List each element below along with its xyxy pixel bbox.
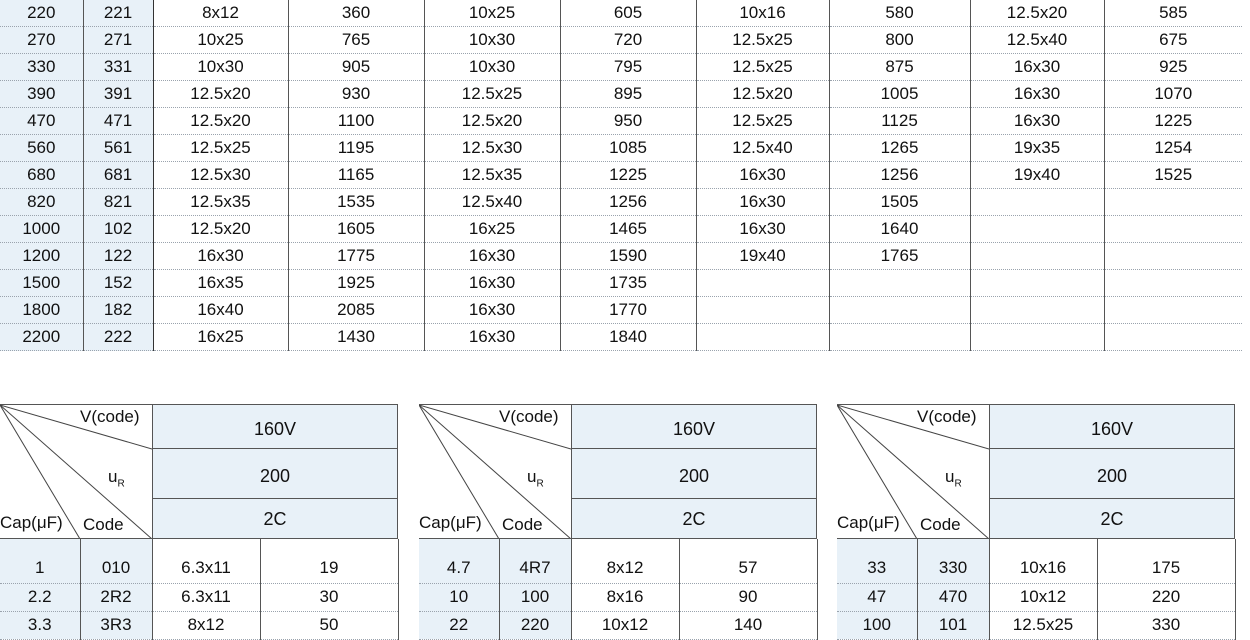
table-cell: 3.3 — [0, 611, 80, 639]
table-row — [0, 189, 1242, 216]
voltage-header: 160V — [989, 405, 1235, 449]
table-header — [837, 404, 1235, 539]
table-cell: 391 — [83, 81, 153, 108]
table-cell: 16x25 — [424, 216, 560, 243]
corner-label-ur: $u_R$ — [108, 467, 125, 490]
table-cell: 765 — [288, 27, 424, 54]
table-body — [0, 539, 399, 640]
table-cell: 12.5x20 — [970, 0, 1104, 27]
table-cell: 895 — [560, 81, 696, 108]
table-cell: 1775 — [288, 243, 424, 270]
table-cell: 16x30 — [424, 243, 560, 270]
table-row — [0, 324, 1242, 351]
table-cell: 10x16 — [696, 0, 829, 27]
capacitor-spec-table-160v-1 — [0, 404, 398, 634]
table-cell: 12.5x40 — [424, 189, 560, 216]
table-row — [837, 539, 1235, 583]
table-cell: 1256 — [829, 162, 970, 189]
table-cell — [829, 297, 970, 324]
table-cell: 33 — [837, 539, 917, 583]
table-cell: 795 — [560, 54, 696, 81]
table-cell: 2200 — [0, 324, 83, 351]
table-cell: 271 — [83, 27, 153, 54]
table-cell: 681 — [83, 162, 153, 189]
table-cell: 222 — [83, 324, 153, 351]
corner-label-vcode: V(code) — [917, 407, 977, 426]
table-row — [0, 54, 1242, 81]
table-cell: 010 — [80, 539, 152, 583]
table-cell: 580 — [829, 0, 970, 27]
table-cell: 16x30 — [424, 324, 560, 351]
table-cell: 12.5x20 — [153, 216, 288, 243]
table-cell: 8x12 — [152, 611, 260, 639]
table-cell: 12.5x35 — [424, 162, 560, 189]
table-cell: 12.5x25 — [696, 27, 829, 54]
table-cell: 1925 — [288, 270, 424, 297]
table-cell: 820 — [0, 189, 83, 216]
corner-label-vcode: V(code) — [499, 407, 559, 426]
table-cell: 950 — [560, 108, 696, 135]
table-cell: 19 — [260, 539, 398, 583]
table-cell: 2R2 — [80, 583, 152, 611]
table-cell: 1840 — [560, 324, 696, 351]
corner-label-ur: $u_R$ — [945, 467, 962, 490]
table-row — [837, 611, 1235, 639]
table-cell — [970, 270, 1104, 297]
table-row — [0, 0, 1242, 27]
corner-label-cap: Cap(μF) — [0, 513, 63, 532]
table-cell: 10x12 — [989, 583, 1097, 611]
table-cell: 1125 — [829, 108, 970, 135]
voltage-code-header: 2C — [571, 499, 817, 539]
table-row — [0, 216, 1242, 243]
table-cell: 605 — [560, 0, 696, 27]
table-cell: 1225 — [1104, 108, 1242, 135]
table-cell: 4R7 — [499, 539, 571, 583]
table-cell: 930 — [288, 81, 424, 108]
table-cell: 19x35 — [970, 135, 1104, 162]
table-cell: 220 — [0, 0, 83, 27]
table-cell: 1590 — [560, 243, 696, 270]
table-row — [0, 539, 398, 583]
table-cell: 470 — [917, 583, 989, 611]
voltage-header: 160V — [152, 405, 398, 449]
table-cell: 12.5x25 — [696, 54, 829, 81]
table-row — [0, 297, 1242, 324]
table-cell: 122 — [83, 243, 153, 270]
table-cell: 10 — [419, 583, 499, 611]
table-cell: 30 — [260, 583, 398, 611]
table-cell: 221 — [83, 0, 153, 27]
corner-label-cap: Cap(μF) — [837, 513, 900, 532]
table-cell: 1465 — [560, 216, 696, 243]
table-cell: 3R3 — [80, 611, 152, 639]
table-cell: 12.5x20 — [153, 108, 288, 135]
table-cell: 19x40 — [970, 162, 1104, 189]
table-cell: 220 — [499, 611, 571, 639]
table-cell: 1265 — [829, 135, 970, 162]
voltage-code-header: 2C — [989, 499, 1235, 539]
table-cell: 47 — [837, 583, 917, 611]
table-cell: 1605 — [288, 216, 424, 243]
table-cell: 16x30 — [424, 270, 560, 297]
table-cell — [1104, 324, 1242, 351]
table-cell: 821 — [83, 189, 153, 216]
corner-label-code: Code — [502, 515, 543, 534]
table-cell: 925 — [1104, 54, 1242, 81]
table-cell: 675 — [1104, 27, 1242, 54]
table-cell: 12.5x30 — [424, 135, 560, 162]
table-cell — [696, 297, 829, 324]
table-cell: 1800 — [0, 297, 83, 324]
voltage-header: 160V — [571, 405, 817, 449]
table-cell: 16x30 — [970, 81, 1104, 108]
table-cell: 720 — [560, 27, 696, 54]
table-cell: 585 — [1104, 0, 1242, 27]
table-cell: 1195 — [288, 135, 424, 162]
table-cell: 471 — [83, 108, 153, 135]
table-header — [0, 404, 398, 539]
table-cell: 100 — [837, 611, 917, 639]
corner-label-code: Code — [920, 515, 961, 534]
table-body — [837, 539, 1236, 640]
table-cell: 1500 — [0, 270, 83, 297]
table-cell: 12.5x30 — [153, 162, 288, 189]
table-cell: 1254 — [1104, 135, 1242, 162]
table-cell: 16x25 — [153, 324, 288, 351]
table-cell — [970, 297, 1104, 324]
table-cell: 140 — [679, 611, 817, 639]
table-cell — [1104, 297, 1242, 324]
table-cell: 1165 — [288, 162, 424, 189]
ur-header: 200 — [989, 449, 1235, 499]
table-row — [0, 81, 1242, 108]
table-cell: 6.3x11 — [152, 539, 260, 583]
table-row — [0, 135, 1242, 162]
table-cell — [970, 243, 1104, 270]
table-cell: 2.2 — [0, 583, 80, 611]
table-cell: 10x30 — [424, 27, 560, 54]
table-cell: 57 — [679, 539, 817, 583]
voltage-code-header: 2C — [152, 499, 398, 539]
capacitor-spec-table-160v-2 — [419, 404, 817, 634]
table-cell — [1104, 189, 1242, 216]
corner-label-code: Code — [83, 515, 124, 534]
table-cell: 1100 — [288, 108, 424, 135]
table-cell: 1005 — [829, 81, 970, 108]
table-cell: 390 — [0, 81, 83, 108]
table-cell: 16x30 — [970, 54, 1104, 81]
table-row — [0, 243, 1242, 270]
table-cell — [1104, 216, 1242, 243]
table-cell: 905 — [288, 54, 424, 81]
ur-header: 200 — [571, 449, 817, 499]
table-cell: 90 — [679, 583, 817, 611]
table-cell — [1104, 270, 1242, 297]
table-cell: 1000 — [0, 216, 83, 243]
table-cell: 10x30 — [153, 54, 288, 81]
table-cell: 152 — [83, 270, 153, 297]
table-cell: 19x40 — [696, 243, 829, 270]
table-header — [419, 404, 817, 539]
table-cell: 10x25 — [424, 0, 560, 27]
table-row — [419, 583, 817, 611]
table-cell: 12.5x25 — [989, 611, 1097, 639]
table-cell: 1765 — [829, 243, 970, 270]
table-cell: 16x30 — [696, 216, 829, 243]
table-cell: 1505 — [829, 189, 970, 216]
table-cell: 12.5x40 — [696, 135, 829, 162]
table-cell — [970, 189, 1104, 216]
table-cell: 1640 — [829, 216, 970, 243]
table-cell: 175 — [1097, 539, 1235, 583]
table-cell: 470 — [0, 108, 83, 135]
table-cell: 102 — [83, 216, 153, 243]
table-cell: 16x30 — [153, 243, 288, 270]
table-cell: 182 — [83, 297, 153, 324]
table-cell — [829, 270, 970, 297]
table-cell: 330 — [917, 539, 989, 583]
table-row — [0, 162, 1242, 189]
table-cell: 100 — [499, 583, 571, 611]
table-cell: 6.3x11 — [152, 583, 260, 611]
table-cell: 8x12 — [153, 0, 288, 27]
table-cell: 1070 — [1104, 81, 1242, 108]
table-cell: 8x16 — [571, 583, 679, 611]
table-cell: 8x12 — [571, 539, 679, 583]
table-cell: 1200 — [0, 243, 83, 270]
table-cell: 10x16 — [989, 539, 1097, 583]
table-cell: 1430 — [288, 324, 424, 351]
table-row — [837, 583, 1235, 611]
table-cell: 4.7 — [419, 539, 499, 583]
table-cell: 12.5x40 — [970, 27, 1104, 54]
table-cell: 2085 — [288, 297, 424, 324]
table-cell: 331 — [83, 54, 153, 81]
table-cell: 1770 — [560, 297, 696, 324]
table-cell — [829, 324, 970, 351]
table-cell: 12.5x25 — [696, 108, 829, 135]
table-cell: 330 — [0, 54, 83, 81]
table-cell: 1525 — [1104, 162, 1242, 189]
table-cell: 12.5x35 — [153, 189, 288, 216]
table-cell: 16x30 — [696, 162, 829, 189]
table-cell: 560 — [0, 135, 83, 162]
table-cell: 800 — [829, 27, 970, 54]
table-row — [0, 27, 1242, 54]
table-row — [419, 611, 817, 639]
table-cell: 10x30 — [424, 54, 560, 81]
table-cell — [970, 216, 1104, 243]
corner-label-cap: Cap(μF) — [419, 513, 482, 532]
table-cell: 330 — [1097, 611, 1235, 639]
table-cell: 10x12 — [571, 611, 679, 639]
table-cell: 12.5x20 — [696, 81, 829, 108]
table-cell: 1 — [0, 539, 80, 583]
table-cell — [970, 324, 1104, 351]
table-cell — [696, 324, 829, 351]
table-cell: 50 — [260, 611, 398, 639]
table-cell: 1225 — [560, 162, 696, 189]
table-cell: 1735 — [560, 270, 696, 297]
corner-label-ur: $u_R$ — [527, 467, 544, 490]
table-cell: 22 — [419, 611, 499, 639]
table-cell — [1104, 243, 1242, 270]
table-cell: 680 — [0, 162, 83, 189]
table-cell: 561 — [83, 135, 153, 162]
table-row — [0, 270, 1242, 297]
table-row — [0, 611, 398, 639]
table-row — [419, 539, 817, 583]
table-cell — [696, 270, 829, 297]
table-cell: 12.5x25 — [424, 81, 560, 108]
table-body — [419, 539, 818, 640]
corner-label-vcode: V(code) — [80, 407, 140, 426]
capacitor-spec-table-160v-3 — [837, 404, 1235, 634]
table-cell: 12.5x20 — [153, 81, 288, 108]
table-row — [0, 108, 1242, 135]
table-cell: 16x30 — [696, 189, 829, 216]
table-cell: 12.5x25 — [153, 135, 288, 162]
table-cell: 16x40 — [153, 297, 288, 324]
table-cell: 16x30 — [970, 108, 1104, 135]
table-cell: 1085 — [560, 135, 696, 162]
table-cell: 12.5x20 — [424, 108, 560, 135]
table-cell: 16x35 — [153, 270, 288, 297]
table-cell: 1256 — [560, 189, 696, 216]
table-cell: 360 — [288, 0, 424, 27]
table-cell: 10x25 — [153, 27, 288, 54]
ur-header: 200 — [152, 449, 398, 499]
table-cell: 220 — [1097, 583, 1235, 611]
table-row — [0, 583, 398, 611]
table-cell: 16x30 — [424, 297, 560, 324]
table-cell: 1535 — [288, 189, 424, 216]
table-cell: 875 — [829, 54, 970, 81]
table-cell: 270 — [0, 27, 83, 54]
table-cell: 101 — [917, 611, 989, 639]
